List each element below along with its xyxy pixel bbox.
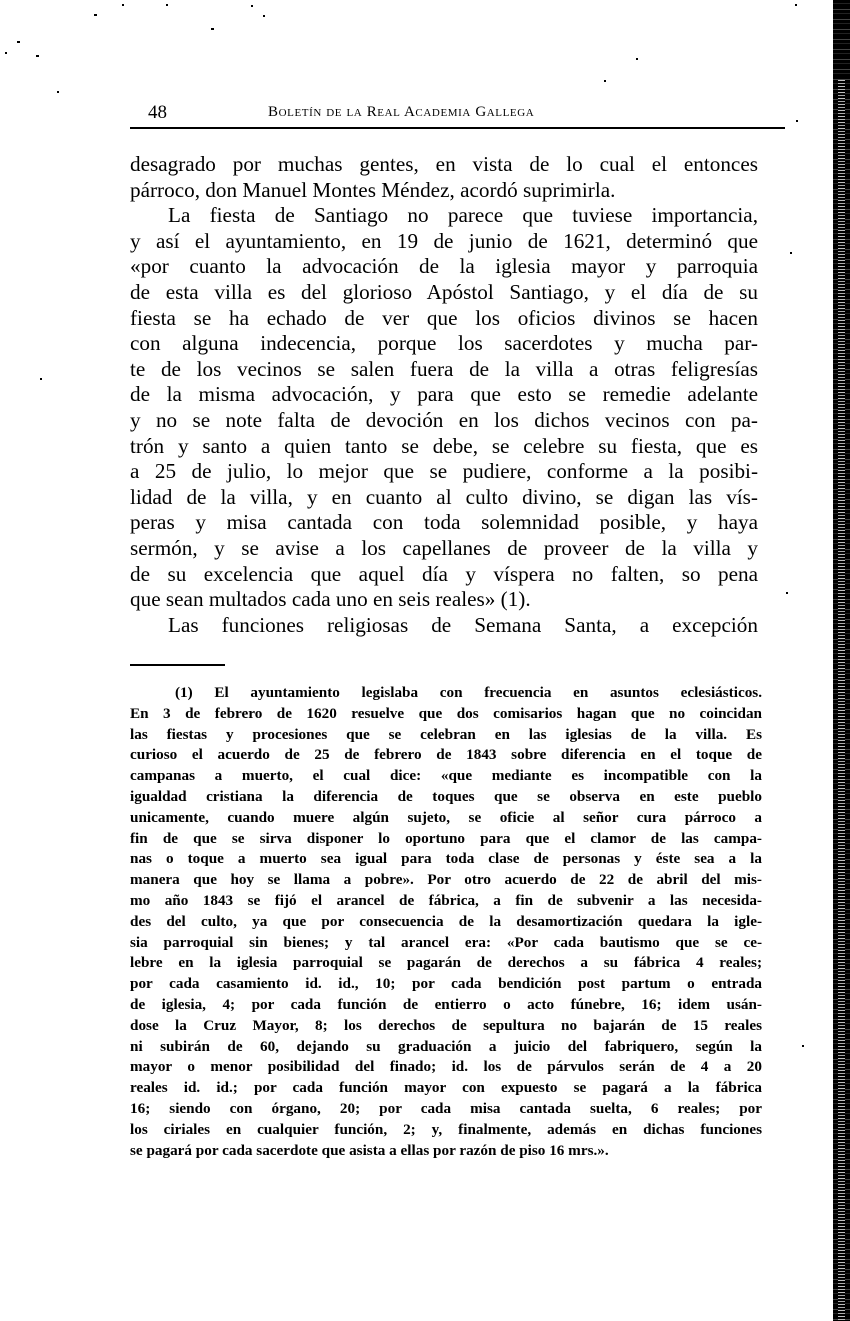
footnote-line: curioso el acuerdo de 25 de febrero de 1843 sobre diferencia en el toque de bbox=[130, 746, 762, 764]
footnote-line: 16; siendo con órgano, 20; por cada misa cantada suelta, 6 reales; por bbox=[130, 1099, 762, 1117]
text-line: lidad de la villa, y en cuanto al culto divino, se digan las vís- bbox=[130, 484, 758, 509]
text-line: a 25 de julio, lo mejor que se pudiere, conforme a la posibi- bbox=[130, 459, 758, 484]
scan-speck bbox=[122, 4, 124, 6]
text-line: desagrado por muchas gentes, en vista de lo cual el entonces bbox=[130, 152, 758, 176]
text-line: fiesta se ha echado de ver que los oficios divinos se hacen bbox=[130, 305, 758, 330]
footnote-line: des del culto, ya que por consecuencia de la desamortización quedara la igle- bbox=[130, 912, 762, 930]
text-line: te de los vecinos se salen fuera de la villa a otras feligresías bbox=[130, 356, 758, 381]
scan-speck bbox=[94, 14, 97, 16]
scan-speck bbox=[211, 28, 214, 30]
text-line: de la misma advocación, y para que esto se remedie adelante bbox=[130, 382, 758, 407]
paragraph-start-line: La fiesta de Santiago no parece que tuviese importancia, bbox=[168, 203, 758, 228]
scan-speck bbox=[786, 592, 788, 594]
scan-speck bbox=[604, 80, 606, 82]
footnote-line: de iglesia, 4; por cada función de entierro o acto fúnebre, 16; idem usán- bbox=[130, 995, 762, 1013]
footnote-rule bbox=[130, 664, 225, 666]
scan-speck bbox=[17, 41, 20, 43]
page-number: 48 bbox=[148, 102, 167, 123]
footnote-line: sia parroquial sin bienes; y tal arancel era: «Por cada bautismo que se ce- bbox=[130, 933, 762, 951]
footnote-line: igualdad cristiana la diferencia de toques que se observa en este pueblo bbox=[130, 787, 762, 805]
footnote-line: mayor o menor posibilidad del finado; id. los de párvulos serán de 4 a 20 bbox=[130, 1058, 762, 1076]
text-line: párroco, don Manuel Montes Méndez, acordó suprimirla. bbox=[130, 177, 616, 202]
footnote-line: dose la Cruz Mayor, 8; los derechos de sepultura no bajarán de 15 reales bbox=[130, 1016, 762, 1034]
footnote-line: mo año 1843 se fijó el arancel de fábrica, a fin de subvenir a las necesida- bbox=[130, 891, 762, 909]
scan-edge-noise bbox=[838, 80, 845, 1321]
text-line: peras y misa cantada con toda solemnidad posible, y haya bbox=[130, 510, 758, 535]
text-line: y no se note falta de devoción en los dichos vecinos con pa- bbox=[130, 407, 758, 432]
journal-title: Boletín de la Real Academia Gallega bbox=[268, 104, 535, 120]
body-text bbox=[130, 152, 758, 638]
footnote-line: (1) El ayuntamiento legislaba con frecuencia en asuntos eclesiásticos. bbox=[175, 684, 762, 701]
footnote-line: se pagará por cada sacerdote que asista a ellas por razón de piso 16 mrs.». bbox=[130, 1141, 609, 1159]
scan-speck bbox=[40, 378, 42, 380]
scan-speck bbox=[796, 120, 798, 122]
text-line: de esta villa es del glorioso Apóstol Santiago, y el día de su bbox=[130, 279, 758, 304]
scan-speck bbox=[802, 1045, 804, 1047]
scan-speck bbox=[36, 55, 39, 57]
scan-speck bbox=[5, 52, 7, 54]
header-rule bbox=[130, 127, 785, 129]
text-line: con alguna indecencia, porque los sacerdotes y mucha par- bbox=[130, 331, 758, 356]
text-line-with-footnote-ref: que sean multados cada uno en seis reales» (1). bbox=[130, 587, 531, 612]
footnote-line: las fiestas y procesiones que se celebran en las iglesias de la villa. Es bbox=[130, 725, 762, 743]
footnote-line: fin de que se sirva disponer lo oportuno para que el clamor de las campa- bbox=[130, 829, 762, 847]
scan-speck bbox=[795, 4, 797, 6]
footnote-line: En 3 de febrero de 1620 resuelve que dos comisarios hagan que no coincidan bbox=[130, 704, 762, 722]
paragraph-start-line: Las funciones religiosas de Semana Santa, a excepción bbox=[168, 612, 758, 637]
footnote-line: manera que hoy se llama a pobre». Por otro acuerdo de 22 de abril del mis- bbox=[130, 871, 762, 889]
text-line: «por cuanto la advocación de la iglesia mayor y parroquia bbox=[130, 254, 758, 279]
footnote-line: los ciriales en cualquier función, 2; y, finalmente, además en dichas funciones bbox=[130, 1120, 762, 1138]
scan-speck bbox=[166, 4, 168, 6]
footnote-line: lebre en la iglesia parroquial se pagarán de derechos a su fábrica 4 reales; bbox=[130, 954, 762, 972]
scan-speck bbox=[636, 58, 638, 60]
scan-speck bbox=[790, 252, 792, 254]
footnote-line: unicamente, cuando muere algún sujeto, se oficie al señor cura párroco a bbox=[130, 808, 762, 826]
text-line: sermón, y se avise a los capellanes de proveer de la villa y bbox=[130, 535, 758, 560]
footnote-line: nas o toque a muerto sea igual para toda clase de personas y éste sea a la bbox=[130, 850, 762, 868]
footnote-line: reales id. id.; por cada función mayor con expuesto se pagará a la fábrica bbox=[130, 1079, 762, 1097]
scan-speck bbox=[251, 5, 253, 7]
footnote-line: ni subirán de 60, dejando su graduación a juicio del fabriquero, según la bbox=[130, 1037, 762, 1055]
footnote-line: campanas a muerto, el cual dice: «que mediante es incompatible con la bbox=[130, 767, 762, 785]
scan-speck bbox=[57, 91, 59, 93]
footnote-line: por cada casamiento id. id., 10; por cada bendición post partum o entrada bbox=[130, 975, 762, 993]
scan-speck bbox=[263, 15, 265, 17]
text-line: y así el ayuntamiento, en 19 de junio de 1621, determinó que bbox=[130, 228, 758, 253]
text-line: trón y santo a quien tanto se debe, se celebre su fiesta, que es bbox=[130, 433, 758, 458]
text-line: de su excelencia que aquel día y víspera no falten, so pena bbox=[130, 561, 758, 586]
footnote-1 bbox=[130, 683, 762, 1161]
running-head bbox=[130, 100, 785, 126]
